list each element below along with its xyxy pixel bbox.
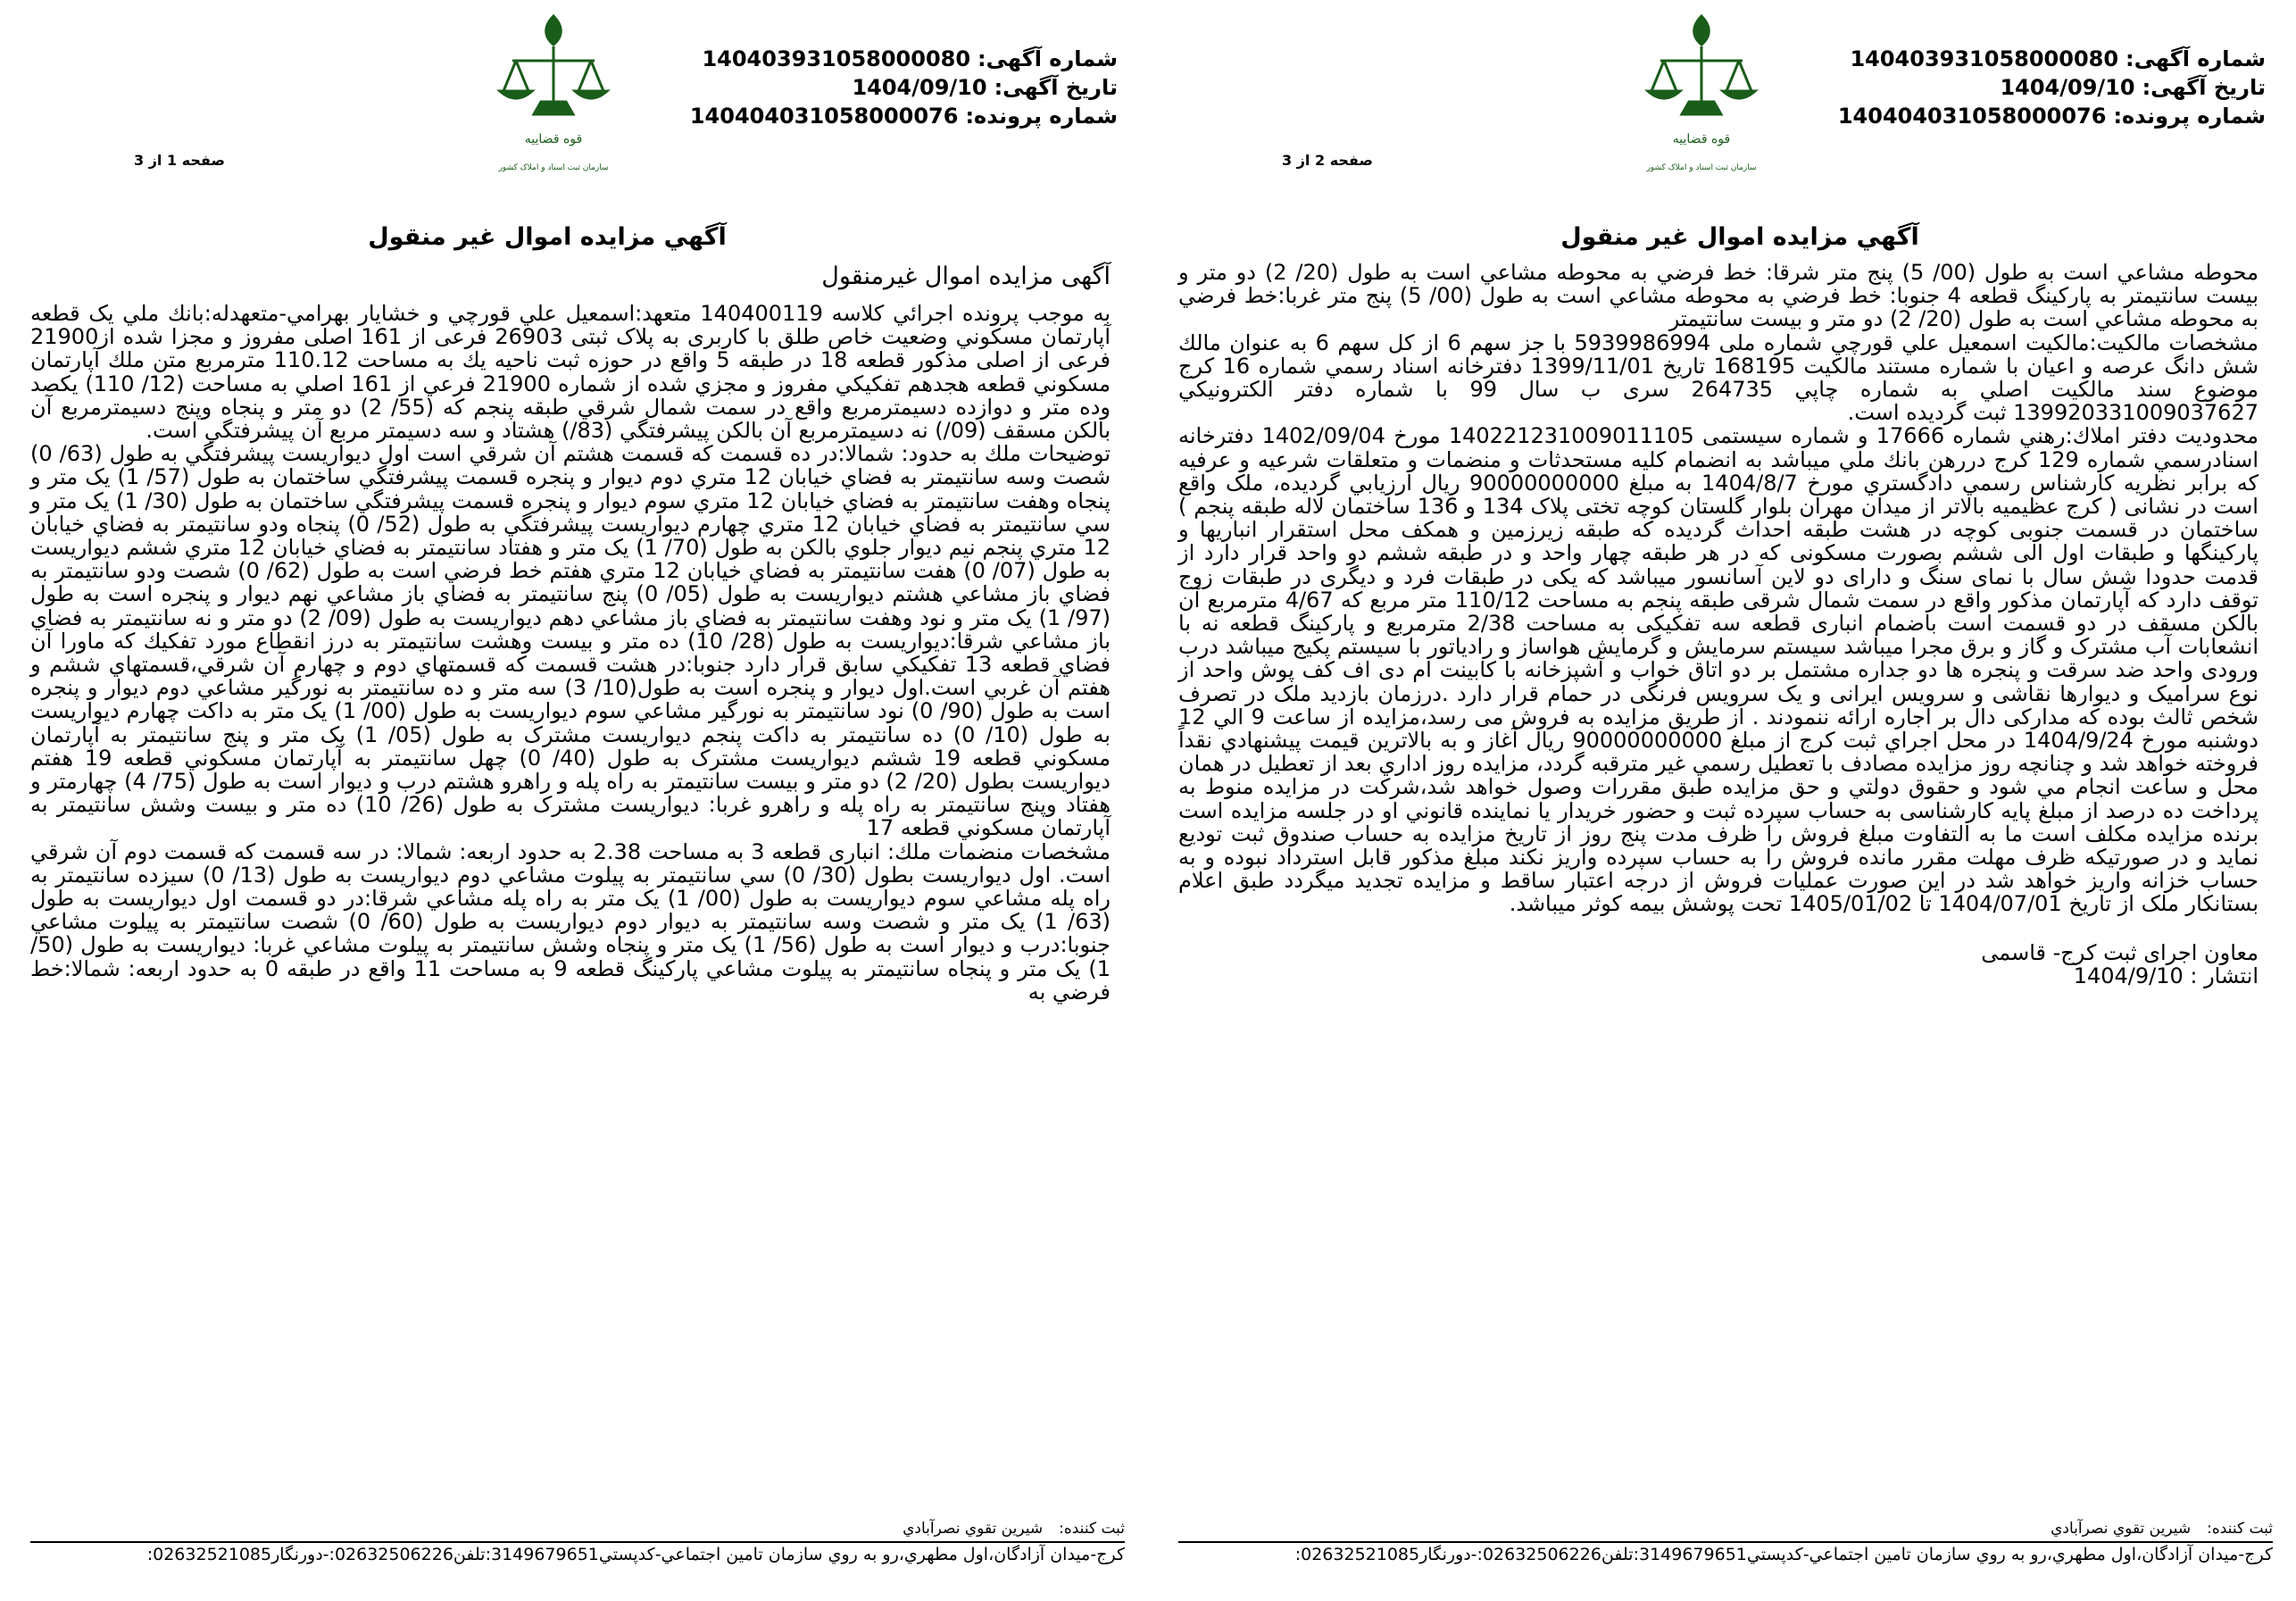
publish-date: انتشار : 1404/9/10 (2073, 963, 2259, 988)
registrar-line (1178, 1518, 2273, 1539)
notice-paragraph: محوطه مشاعي است به طول (00/ 5) پنج متر شرقا: خط فرضي به محوطه مشاعي است به طول (20/ 2) دو متر و بيست سانتيمتر به پاركينگ قطعه 4 جنوبا: خط فرضي به محوطه مشاعي است به طول (00/ 5) پنج متر غربا:خط فرضي به محوطه مشاعي است به طول (20/ 2) دو متر و بيست سانتيمتر (1178, 260, 2259, 332)
office-address: كرج-ميدان آزادگان،اول مطهري،رو به روي سازمان تامين اجتماعي-كدپستي3149679651:تلفن02632506226:-دورنگار02632521085: (1294, 1545, 2273, 1564)
notice-paragraph: محدوديت دفتر املاك:رهني شماره 17666 و شماره سيستمی 140221231009011105 مورخ 1402/09/04 دفترخانه اسنادرسمي شماره 129 كرج دررهن بانك ملي ميباشد به انضمام كليه مستحدثات و منضمات و متعلقات شرعيه و عرفيه كه برابر نظريه كارشناس رسمي دادگستري مورخ 1404/8/7 به مبلغ 90000000000 ريال ارزيابي گرديده، ملک واقع است در نشانی ( كرج عظيميه بالاتر از ميدان مهران بلوار گلستان كوچه تختی پلاک 134 و 136 ساختمان لاله طبقه پنجم ) ساختمان در قسمت جنوبی كوچه در هشت طبقه احداث گرديده كه طبقه زيرزمين و همكف محل استقرار انباريها و پاركينگها و طبقات اول الی ششم بصورت مسكونی كه در هر طبقه چهار واحد و در طبقه ششم دو واحد قرار دارد از قدمت حدودا شش سال با نمای سنگ و دارای دو لاين آسانسور ميباشد كه يكی در طبقات فرد و ديگری در طبقات زوج توقف دارد كه آپارتمان مذكور واقع در سمت شمال شرقی طبقه پنجم به مساحت 110/12 متر مربع كه 4/67 مترمربع آن بالكن مسقف در دو قسمت است باضمام انباری قطعه سه تفكيكی به مساحت 2/38 مترمربع و پاركينگ قطعه نه با انشعابات آب مشترک و گاز و برق مجرا ميباشد سيستم سرمايش و گرمايش هواساز و رادياتور با سيستم پكيج ميباشد درب ورودی واحد ضد سرقت و پنجره ها دو جداره مشتمل بر دو اتاق خواب و آشپزخانه با كابينت ام دی اف كف پوش واحد از نوع سراميک و ديوارها نقاشی و سرويس ايرانی و يک سرويس فرنگی در حمام قرار دارد .درزمان بازديد ملک در تصرف شخص ثالث بوده كه مداركی دال بر اجاره ارائه ننمودند . از طريق مزايده به فروش می رسد،مزايده از ساعت 9 الي 12 دوشنبه مورخ 1404/9/24 در محل اجراي ثبت كرج از مبلغ 90000000000 ريال آغاز و به بالاترين قيمت پيشنهادي نقداً فروخته خواهد شد و چنانچه روز مزايده مصادف با تعطيل رسمي غير مترقبه گردد، مزايده روز اداري بعد از تعطيل در همان محل و ساعت انجام مي شود و حقوق دولتي و حق مزايده طبق مقررات وصول خواهد شد،شركت در مزايده منوط به پرداخت ده درصد از مبلغ پايه كارشناسی به حساب سپرده ثبت و حضور خريدار يا نماينده قانوني او در جلسه مزايده است برنده مزايده مكلف است ما به التفاوت مبلغ فروش را ظرف مدت پنج روز از تاريخ مزايده به حساب صندوق ثبت توديع نمايد و در صورتيكه ظرف مهلت مقرر مانده فروش را به حساب سپرده واريز نكند مبلغ مذكور قابل استرداد نبوده و به حساب خزانه واريز خواهد شد در اين صورت عمليات فروش از درجه اعتبار ساقط و مزايده تجديد ميگردد طبق اعلام بستانكار ملک از تاريخ 1404/07/01 تا 1405/01/02 تحت پوشش بيمه كوثر ميباشد. (1178, 423, 2259, 917)
judiciary-emblem-icon (1639, 9, 1764, 196)
case-number: 140404031058000076 (689, 104, 959, 129)
ad-number: 140403931058000080 (1850, 46, 2119, 71)
notice-paragraph: مشخصات منضمات ملك: انباری قطعه 3 به مساحت 2.38 به حدود اربعه: شمالا: در سه قسمت كه قسمت دوم آن شرقي است. اول ديواريست بطول (30/ 0) سي سانتيمتر به پيلوت مشاعي دوم ديواريست به طول (13/ 0) سيزده سانتيمتر به راه پله مشاعي سوم ديواريست به طول (00/ 1) يک متر به راه پله مشاعي شرقا:در دو قسمت اول ديواريست به طول (63/ 1) يک متر و شصت وسه سانتيمتر به ديوار دوم ديواريست به طول (60/ 0) شصت سانتيمتر به پيلوت مشاعي جنوبا:درب و ديوار است به طول (56/ 1) يک متر و پنجاه وشش سانتيمتر به پيلوت مشاعي غربا: ديواريست به طول (50/ 1) يک متر و پنجاه سانتيمتر به پيلوت مشاعي پاركينگ قطعه 9 به مساحت 11 واقع در طبقه 0 به حدود اربعه: شمالا:خط فرضي به (30, 838, 1111, 1005)
registrar-label: ثبت کننده: (2207, 1520, 2273, 1538)
page-2 (1148, 0, 2296, 1601)
notice-paragraph: مشخصات مالكيت:مالكيت اسمعيل علي قورچي شماره ملی 5939986994 با جز سهم 6 از كل سهم 6 به عنوان مالك شش دانگ عرصه و اعيان با شماره مستند مالكيت 168195 تاريخ 1399/11/01 دفترخانه اسناد رسمي شماره 16 كرج موضوع سند مالكيت اصلي به شماره چاپي 264735 سری ب سال 99 با شماره دفتر الكترونيكي 139920331009037627 ثبت گرديده است. (1178, 329, 2259, 426)
page-number: صفحه 2 از 3 (1282, 152, 1373, 169)
registrar-name: شيرين تقوي نصرآبادي (903, 1520, 1044, 1538)
registrar-label: ثبت کننده: (1059, 1520, 1125, 1538)
ad-number-label: شماره آگهی: (977, 46, 1118, 71)
notice-body (30, 261, 1111, 1004)
ad-number: 140403931058000080 (702, 46, 971, 71)
case-number: 140404031058000076 (1837, 104, 2107, 129)
page-title: آگهي مزايده اموال غير منقول (368, 223, 727, 251)
registrar-line (30, 1518, 1125, 1539)
notice-subtitle: آگهی مزایده اموال غیرمنقول (821, 263, 1111, 290)
emblem-motto: قوه قضاییه (1672, 132, 1731, 146)
ad-number-label: شماره آگهی: (2125, 46, 2266, 71)
ad-date: 1404/09/10 (2000, 75, 2135, 100)
emblem-motto: قوه قضاییه (524, 132, 583, 146)
page-number: صفحه 1 از 3 (134, 152, 225, 169)
signatory: معاون اجرای ثبت كرج- قاسمی (1981, 939, 2259, 965)
notice-paragraph: به موجب پرونده اجرائي كلاسه 140400119 متعهد:اسمعيل علي قورچي و خشايار بهرامي-متعهدله:بانك ملي يک قطعه آپارتمان مسكوني وضعيت خاص طلق با كاربری به پلاک ثبتی 26903 فرعی از 161 اصلی مفروز و مجزا شده از21900 فرعی از اصلی مذكور قطعه 18 در طبقه 5 واقع در حوزه ثبت ناحيه يك به مساحت 110.12 مترمربع متن ملك آپارتمان مسكوني قطعه هجدهم تفكيكي مفروز و مجزي شده از شماره 21900 فرعي از 161 اصلي به مساحت (12/ 110) يكصد وده متر و دوازده دسيمترمربع واقع در سمت شمال شرقي طبقه پنجم كه (55/ 2) دو متر و پنجاه وپنج دسيمترمربع آن بالكن مسقف (09/) نه دسيمترمربع آن بالكن پيشرفتگي (83/) هشتاد و سه دسيمتر مربع آن پيشرفتگي است. (30, 301, 1111, 444)
office-address: كرج-ميدان آزادگان،اول مطهري،رو به روي سازمان تامين اجتماعي-كدپستي3149679651:تلفن02632506226:-دورنگار02632521085: (146, 1545, 1125, 1564)
ad-date: 1404/09/10 (852, 75, 987, 100)
notice-paragraph: توضيحات ملك به حدود: شمالا:در ده قسمت كه قسمت هشتم آن شرقي است اول ديواريست پيشرفتگي به طول (63/ 0) شصت وسه سانتيمتر به فضاي خيابان 12 متري دوم ديوار و پنجره قسمت پيشرفتگي ساختمان به طول (57/ 1) يک متر و پنجاه وهفت سانتيمتر به فضاي خيابان 12 متري سوم ديوار و پنجره قسمت پيشرفتگي ساختمان به طول (30/ 1) يک متر و سي سانتيمتر به فضاي خيابان 12 متري چهارم ديواريست پيشرفتگي به طول (52/ 0) پنجاه ودو سانتيمتر به فضاي خيابان 12 متري پنجم نيم ديوار جلوي بالكن به طول (70/ 1) يک متر و هفتاد سانتيمتر به فضاي خيابان 12 متري ششم ديواريست به طول (07/ 0) هفت سانتيمتر به فضاي خيابان 12 متري هفتم خط فرضي است به طول (62/ 0) شصت ودو سانتيمتر به فضاي باز مشاعي هشتم ديواريست به طول (05/ 0) پنج سانتيمتر به فضاي باز مشاعي نهم ديوار و پنجره است به طول (97/ 1) يک متر و نود وهفت سانتيمتر به فضاي باز مشاعي دهم ديواريست به طول (09/ 2) دو متر و نه سانتيمتر به فضاي باز مشاعي شرقا:ديواريست به طول (28/ 10) ده متر و بيست وهشت سانتيمتر به درز انقطاع مورد تفكيك كه ماورا آن فضاي قطعه 13 تفكيكي سابق قرار دارد جنوبا:در هشت قسمت كه قسمتهاي دوم و چهارم آن شرقي،قسمتهاي ششم و هفتم آن غربي است.اول ديوار و پنجره است به طول(10/ 3) سه متر و ده سانتيمتر به نورگير مشاعي دوم ديوار و پنجره است به طول (90/ 0) نود سانتيمتر به نورگير مشاعي سوم ديواريست به طول (00/ 1) يک متر به داكت چهارم ديواريست به طول (10/ 0) ده سانتيمتر به داكت پنجم ديواريست مشترک به طول (05/ 1) يک متر و پنج سانتيمتر به آپارتمان مسكوني قطعه 19 ششم ديواريست مشترک به طول (40/ 0) چهل سانتيمتر به آپارتمان مسكوني قطعه 19 هفتم ديواريست بطول (20/ 2) دو متر و بيست سانتيمتر به راه پله و راهرو هشتم درب و ديوار است به طول (75/ 4) چهارمتر و هفتاد وپنج سانتيمتر به راه پله و راهرو غربا: ديواريست مشترک به طول (26/ 10) ده متر و بيست وشش سانتيمتر به آپارتمان مسكوني قطعه 17 (30, 441, 1111, 841)
case-number-label: شماره پرونده: (965, 104, 1118, 129)
ad-date-label: تاریخ آگهی: (2142, 75, 2266, 100)
judiciary-emblem-icon (491, 9, 616, 196)
ad-date-label: تاریخ آگهی: (994, 75, 1118, 100)
ad-meta (690, 45, 1118, 130)
registrar-name: شيرين تقوي نصرآبادي (2051, 1520, 2192, 1538)
page-footer (1178, 1518, 2273, 1566)
emblem-org: سازمان ثبت اسناد و املاک کشور (1646, 163, 1757, 172)
page-title: آگهي مزايده اموال غير منقول (1560, 223, 1919, 251)
notice-body (1178, 261, 2259, 988)
ad-meta (1838, 45, 2266, 130)
case-number-label: شماره پرونده: (2113, 104, 2266, 129)
emblem-org: سازمان ثبت اسناد و املاک کشور (498, 163, 609, 172)
page-footer (30, 1518, 1125, 1566)
